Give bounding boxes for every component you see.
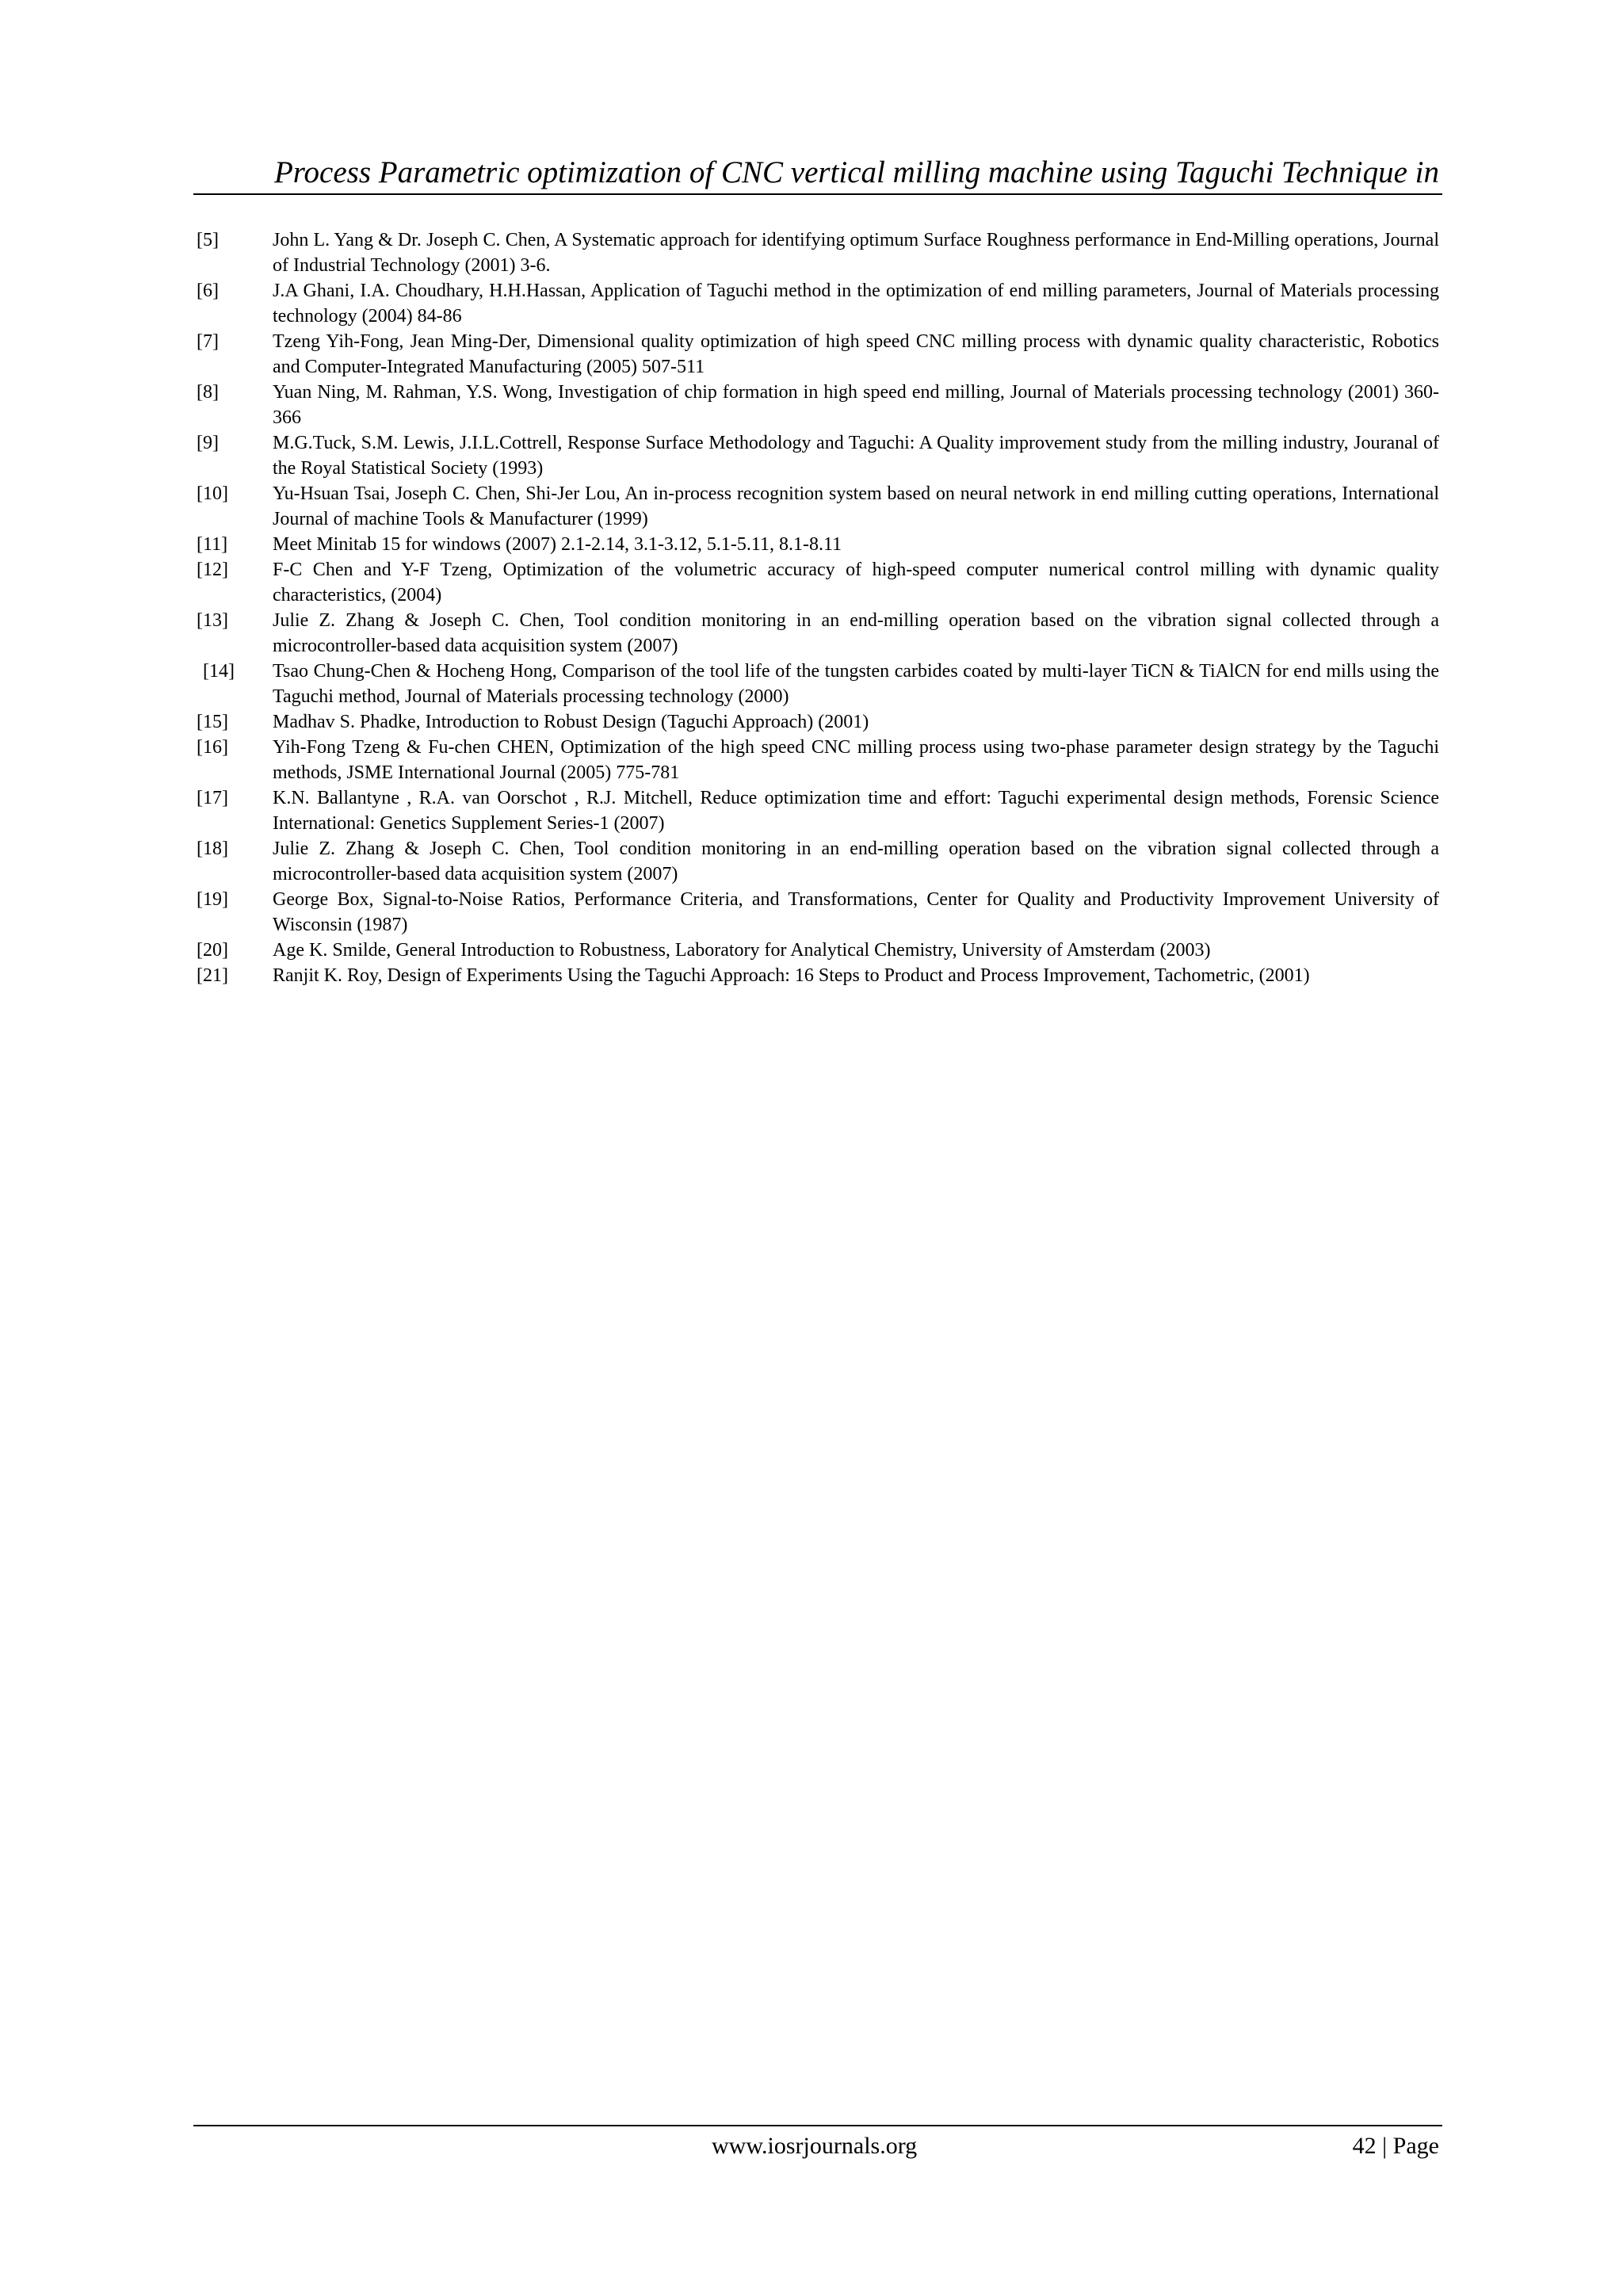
- reference-number: [6]: [197, 281, 219, 301]
- footer-journal-url[interactable]: www.iosrjournals.org: [712, 2133, 918, 2159]
- reference-text: K.N. Ballantyne , R.A. van Oorschot , R.J. Mitchell, Reduce optimization time and effort: Taguchi experimental design methods, Forensic Science International: Genetics Supplement Series-1 (2007): [273, 788, 1439, 834]
- reference-text: Julie Z. Zhang & Joseph C. Chen, Tool condition monitoring in an end-milling operation based on the vibration signal collected through a microcontroller-based data acquisition system (2007): [273, 610, 1439, 656]
- reference-item: [197, 938, 1439, 963]
- reference-number: [12]: [197, 560, 228, 580]
- reference-item: [197, 887, 1439, 938]
- page-footer: [193, 2130, 1439, 2162]
- reference-item: [197, 659, 1439, 709]
- reference-text: Ranjit K. Roy, Design of Experiments Using the Taguchi Approach: 16 Steps to Product and Process Improvement, Tachometric, (2001): [273, 965, 1310, 986]
- reference-text: F-C Chen and Y-F Tzeng, Optimization of the volumetric accuracy of high-speed computer numerical control milling with dynamic quality characteristics, (2004): [273, 560, 1439, 606]
- reference-text: Age K. Smilde, General Introduction to Robustness, Laboratory for Analytical Chemistry, University of Amsterdam (2003): [273, 940, 1211, 961]
- reference-text: Meet Minitab 15 for windows (2007) 2.1-2.14, 3.1-3.12, 5.1-5.11, 8.1-8.11: [273, 534, 842, 555]
- reference-number: [16]: [197, 737, 228, 758]
- reference-item: [197, 380, 1439, 430]
- reference-number: [14]: [203, 661, 235, 682]
- reference-number: [17]: [197, 788, 228, 808]
- reference-item: [197, 557, 1439, 608]
- reference-number: [19]: [197, 889, 228, 910]
- running-header: [193, 152, 1439, 193]
- reference-number: [20]: [197, 940, 228, 961]
- reference-text: Madhav S. Phadke, Introduction to Robust Design (Taguchi Approach) (2001): [273, 712, 869, 732]
- reference-item: [197, 481, 1439, 532]
- reference-number: [7]: [197, 331, 219, 352]
- reference-item: [197, 836, 1439, 887]
- reference-item: [197, 430, 1439, 481]
- reference-number: [5]: [197, 230, 219, 250]
- reference-number: [15]: [197, 712, 228, 732]
- reference-number: [10]: [197, 483, 228, 504]
- reference-text: Yu-Hsuan Tsai, Joseph C. Chen, Shi-Jer Lou, An in-process recognition system based on neural network in end milling cutting operations, International Journal of machine Tools & Manufacturer (1999): [273, 483, 1439, 529]
- reference-text: Yuan Ning, M. Rahman, Y.S. Wong, Investigation of chip formation in high speed end milling, Journal of Materials processing technology (2001) 360-366: [273, 382, 1439, 428]
- reference-number: [18]: [197, 839, 228, 859]
- reference-item: [197, 608, 1439, 659]
- reference-item: [197, 735, 1439, 785]
- reference-text: M.G.Tuck, S.M. Lewis, J.I.L.Cottrell, Response Surface Methodology and Taguchi: A Quality improvement study from the milling industry, Jouranal of the Royal Statistical Society (1993): [273, 433, 1439, 479]
- reference-text: Tzeng Yih-Fong, Jean Ming-Der, Dimensional quality optimization of high speed CNC milling process with dynamic quality characteristic, Robotics and Computer-Integrated Manufacturing (2005) 507-511: [273, 331, 1439, 377]
- footer-rule: [193, 2125, 1442, 2126]
- reference-item: [197, 329, 1439, 380]
- header-rule: [193, 193, 1442, 195]
- reference-text: John L. Yang & Dr. Joseph C. Chen, A Systematic approach for identifying optimum Surface Roughness performance in End-Milling operations, Journal of Industrial Technology (2001) 3-6.: [273, 230, 1439, 276]
- reference-item: [197, 963, 1439, 988]
- reference-item: [197, 227, 1439, 278]
- reference-number: [9]: [197, 433, 219, 453]
- reference-item: [197, 785, 1439, 836]
- reference-item: [197, 278, 1439, 329]
- reference-text: J.A Ghani, I.A. Choudhary, H.H.Hassan, Application of Taguchi method in the optimization of end milling parameters, Journal of Materials processing technology (2004) 84-86: [273, 281, 1439, 327]
- running-header-title: Process Parametric optimization of CNC vertical milling machine using Taguchi Technique in: [273, 155, 1439, 189]
- reference-list: [197, 227, 1439, 988]
- reference-text: George Box, Signal-to-Noise Ratios, Performance Criteria, and Transformations, Center for Quality and Productivity Improvement University of Wisconsin (1987): [273, 889, 1439, 935]
- reference-number: [21]: [197, 965, 228, 986]
- reference-item: [197, 532, 1439, 557]
- reference-item: [197, 709, 1439, 735]
- reference-text: Yih-Fong Tzeng & Fu-chen CHEN, Optimization of the high speed CNC milling process using two-phase parameter design strategy by the Taguchi methods, JSME International Journal (2005) 775-781: [273, 737, 1439, 783]
- reference-number: [13]: [197, 610, 228, 631]
- reference-number: [8]: [197, 382, 219, 403]
- footer-page-number: 42 | Page: [1352, 2133, 1439, 2159]
- reference-text: Tsao Chung-Chen & Hocheng Hong, Comparison of the tool life of the tungsten carbides coated by multi-layer TiCN & TiAlCN for end mills using the Taguchi method, Journal of Materials processing technology (2000): [273, 661, 1439, 707]
- reference-text: Julie Z. Zhang & Joseph C. Chen, Tool condition monitoring in an end-milling operation based on the vibration signal collected through a microcontroller-based data acquisition system (2007): [273, 839, 1439, 884]
- reference-number: [11]: [197, 534, 228, 555]
